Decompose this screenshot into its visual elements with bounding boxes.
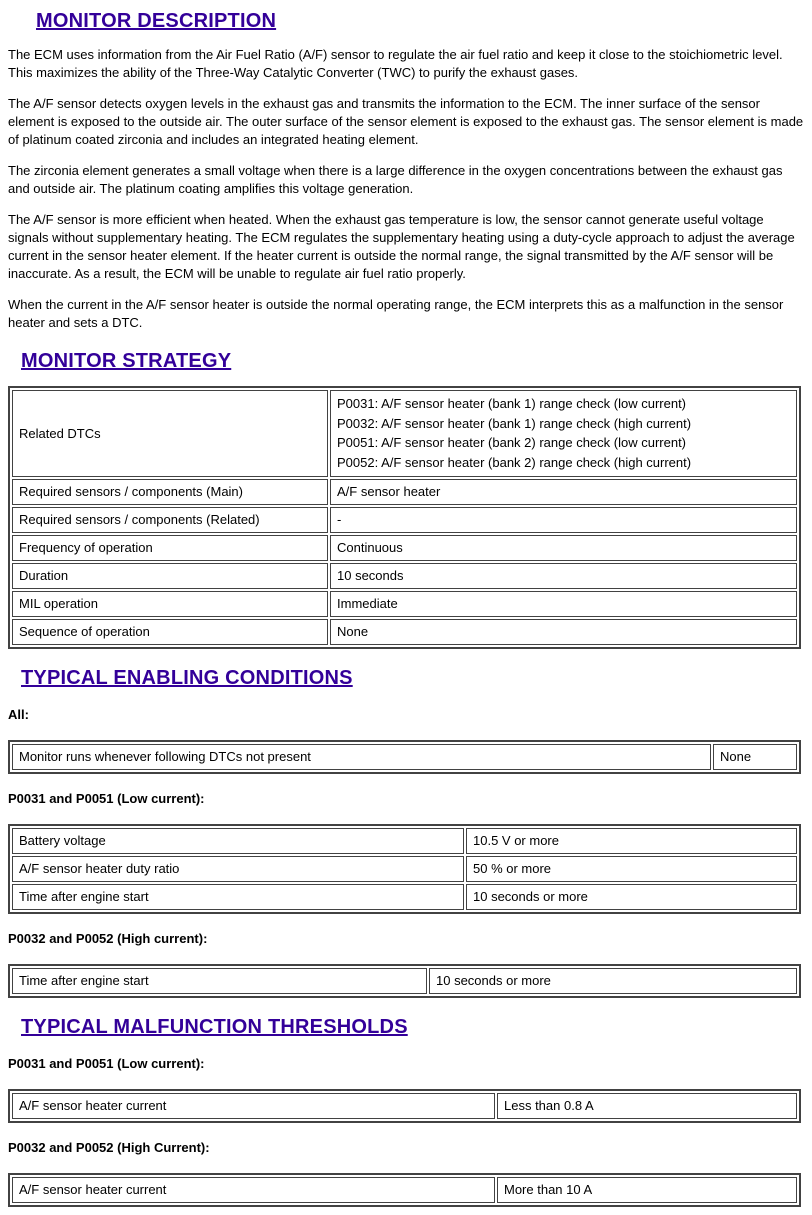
description-paragraph: When the current in the A/F sensor heater is outside the normal operating range, the ECM interprets this as a malfunction in the sensor heater and sets a DTC. xyxy=(8,297,784,330)
low-current-conditions-table xyxy=(8,824,801,914)
table-cell-value: 10.5 V or more xyxy=(466,828,797,854)
table-cell-label: Duration xyxy=(12,563,328,589)
dtc-line: P0031: A/F sensor heater (bank 1) range check (low current) xyxy=(337,396,687,411)
table-cell-condition: Time after engine start xyxy=(12,884,464,910)
high-current-conditions-table xyxy=(8,964,801,998)
table-cell-value: More than 10 A xyxy=(497,1177,797,1203)
description-paragraph: The A/F sensor is more efficient when heated. When the exhaust gas temperature is low, the sensor cannot generate useful voltage signals without supplementary heating. The ECM regulates the supplementary heating using a duty-cycle approach to adjust the average current in the sensor heater element. If the heater current is outside the normal range, the signal transmitted by the A/F sensor will be inaccurate. As a result, the ECM will be unable to regulate air fuel ratio properly. xyxy=(8,212,795,281)
group-label-low-current: P0031 and P0051 (Low current): xyxy=(8,791,205,806)
dtc-line: P0052: A/F sensor heater (bank 2) range check (high current) xyxy=(337,454,692,470)
table-row xyxy=(12,390,797,477)
low-current-threshold-table xyxy=(8,1089,801,1123)
table-row xyxy=(12,968,797,994)
group-label-low-current-threshold: P0031 and P0051 (Low current): xyxy=(8,1056,205,1071)
table-row xyxy=(12,507,797,533)
table-cell-condition: A/F sensor heater duty ratio xyxy=(12,856,464,882)
description-paragraph: The A/F sensor detects oxygen levels in the exhaust gas and transmits the information to the ECM. The inner surface of the sensor element is exposed to the outside air. The outer surface of the sensor element is exposed to the exhaust gas. The sensor element is made of platinum coated zirconia and includes an integrated heating element. xyxy=(8,96,804,147)
table-cell-value xyxy=(330,390,797,477)
monitor-strategy-table xyxy=(8,386,801,649)
table-cell-label: Related DTCs xyxy=(12,390,328,477)
table-cell-condition: A/F sensor heater current xyxy=(12,1093,495,1119)
table-cell-label: Frequency of operation xyxy=(12,535,328,561)
table-cell-value: 10 seconds xyxy=(330,563,797,589)
table-row xyxy=(12,884,797,910)
table-row xyxy=(12,856,797,882)
monitor-strategy-heading[interactable]: MONITOR STRATEGY xyxy=(21,350,232,372)
table-cell-value: 10 seconds or more xyxy=(466,884,797,910)
typical-malfunction-thresholds-heading[interactable]: TYPICAL MALFUNCTION THRESHOLDS xyxy=(21,1016,408,1038)
table-cell-value: Less than 0.8 A xyxy=(497,1093,797,1119)
table-row xyxy=(12,591,797,617)
table-cell-condition: Battery voltage xyxy=(12,828,464,854)
group-label-high-current-threshold: P0032 and P0052 (High Current): xyxy=(8,1140,210,1155)
description-paragraph: The ECM uses information from the Air Fuel Ratio (A/F) sensor to regulate the air fuel ratio and keep it close to the stoichiometric level. This maximizes the ability of the Three-Way Catalytic Converter (TWC) to purify the exhaust gases. xyxy=(8,47,783,80)
table-cell-condition: Time after engine start xyxy=(12,968,427,994)
table-cell-value: Immediate xyxy=(330,591,797,617)
table-row xyxy=(12,479,797,505)
table-cell-value: A/F sensor heater xyxy=(330,479,797,505)
dtc-line: P0051: A/F sensor heater (bank 2) range check (low current) xyxy=(337,435,687,450)
table-cell-label: Sequence of operation xyxy=(12,619,328,645)
table-cell-value: None xyxy=(713,744,797,770)
table-cell-value: Continuous xyxy=(330,535,797,561)
table-row xyxy=(12,619,797,645)
monitor-description-heading[interactable]: MONITOR DESCRIPTION xyxy=(36,10,277,32)
table-cell-value: None xyxy=(330,619,797,645)
high-current-threshold-table xyxy=(8,1173,801,1207)
table-cell-value: 10 seconds or more xyxy=(429,968,797,994)
group-label-high-current: P0032 and P0052 (High current): xyxy=(8,931,208,946)
table-cell-condition: A/F sensor heater current xyxy=(12,1177,495,1203)
description-paragraph: The zirconia element generates a small voltage when there is a large difference in the oxygen concentrations between the exhaust gas and outside air. The platinum coating amplifies this voltage generation. xyxy=(8,163,783,196)
dtc-line: P0032: A/F sensor heater (bank 1) range check (high current) xyxy=(337,415,692,431)
table-cell-condition: Monitor runs whenever following DTCs not present xyxy=(12,744,711,770)
table-row xyxy=(12,1177,797,1203)
all-conditions-table xyxy=(8,740,801,774)
table-cell-value: 50 % or more xyxy=(466,856,797,882)
table-row xyxy=(12,744,797,770)
group-label-all: All: xyxy=(8,707,29,722)
table-cell-label: Required sensors / components (Related) xyxy=(12,507,328,533)
table-cell-value: - xyxy=(330,507,797,533)
table-row xyxy=(12,1093,797,1119)
table-row xyxy=(12,828,797,854)
table-row xyxy=(12,563,797,589)
table-cell-label: MIL operation xyxy=(12,591,328,617)
table-row xyxy=(12,535,797,561)
typical-enabling-conditions-heading[interactable]: TYPICAL ENABLING CONDITIONS xyxy=(21,667,353,689)
table-cell-label: Required sensors / components (Main) xyxy=(12,479,328,505)
